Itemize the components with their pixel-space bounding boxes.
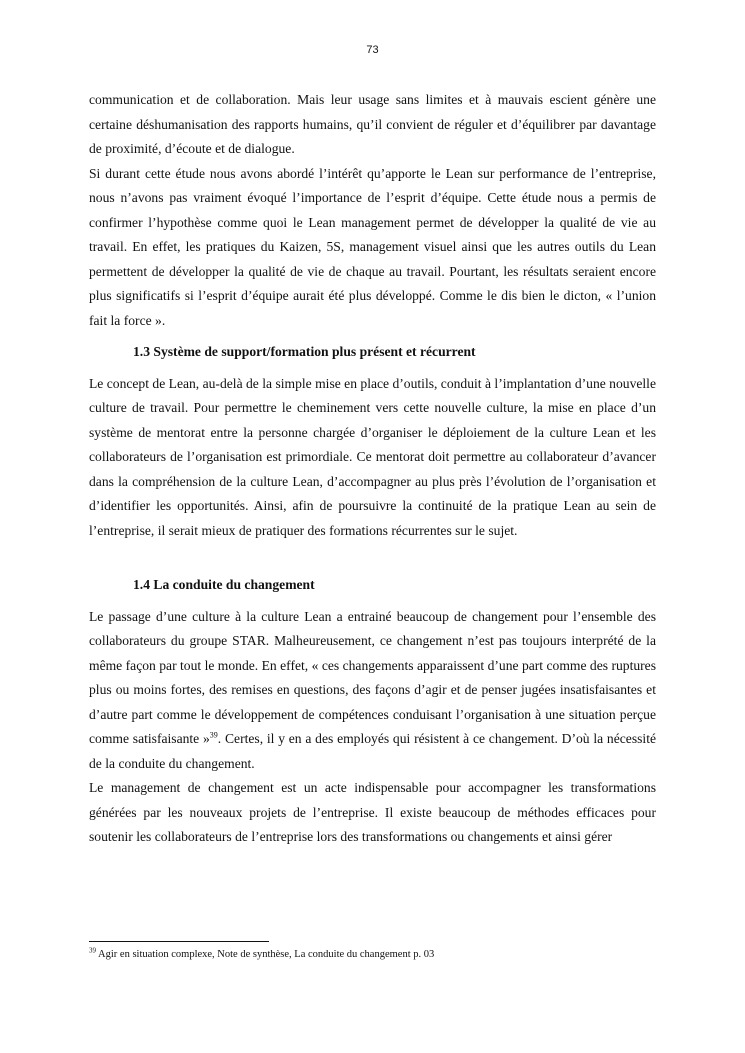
- section-heading-1-3: 1.3 Système de support/formation plus présent et récurrent: [133, 344, 476, 359]
- page-number: 73: [366, 44, 379, 56]
- document-body: [89, 88, 656, 850]
- paragraph-change-text: Le passage d’une culture à la culture Lean a entrainé beaucoup de changement pour l’ensemble des collaborateurs du groupe STAR. Malheureusement, ce changement n’est pas toujours interprété de la même façon par tout le monde. En effet, « ces changements apparaissent d’une part comme des ruptures plus ou moins fortes, des remises en questions, des façons d’agir et de penser jugées insatisfaisantes et d’autre part comme le développement de compétences conduisant l’organisation à une situation perçue comme satisfaisante »: [89, 608, 656, 746]
- paragraph-change: [89, 605, 656, 777]
- paragraph-mentoring: Le concept de Lean, au-delà de la simple mise en place d’outils, conduit à l’implantation d’une nouvelle culture de travail. Pour permettre le cheminement vers cette nouvelle culture, la mise en place d’un système de mentorat entre la personne chargée d’organiser le déploiement de la culture Lean et les collaborateurs de l’organisation est primordiale. Ce mentorat doit permettre au collaborateur d’avancer dans la compréhension de la culture Lean, d’accompagner au plus près l’évolution de l’organisation et d’identifier les opportunités. Ainsi, afin de poursuivre la continuité de la pratique Lean au sein de l’entreprise, il serait mieux de pratiquer des formations récurrentes sur le sujet.: [89, 375, 656, 538]
- footnote-text: Agir en situation complexe, Note de synthèse, La conduite du changement p. 03: [96, 949, 435, 960]
- footnote-divider: [89, 941, 269, 942]
- footnote: [89, 948, 656, 962]
- paragraph-intro: communication et de collaboration. Mais leur usage sans limites et à mauvais escient génère une certaine déshumanisation des rapports humains, qu’il convient de réguler et d’équilibrer par davantage de proximité, d’écoute et de dialogue.: [89, 92, 656, 156]
- paragraph-change-management: Le management de changement est un acte indispensable pour accompagner les transformations générées par les nouveaux projets de l’entreprise. Il existe beaucoup de méthodes efficaces pour soutenir les collaborateurs de l’entreprise lors des transformations ou changements et ainsi gérer: [89, 780, 656, 844]
- footnote-number: 39: [89, 946, 96, 955]
- footnote-reference: 39: [209, 730, 218, 740]
- section-heading-1-4: 1.4 La conduite du changement: [133, 577, 315, 592]
- paragraph-change-text-end: . Certes, il y en a des employés qui résistent à ce changement. D’où la nécessité de la conduite du changement.: [89, 731, 656, 771]
- paragraph-team-spirit: Si durant cette étude nous avons abordé l’intérêt qu’apporte le Lean sur performance de l’entreprise, nous n’avons pas vraiment évoqué l’importance de l’esprit d’équipe. Cette étude nous a permis de confirmer l’hypothèse comme quoi le Lean management permet de développer la qualité de vie au travail. En effet, les pratiques du Kaizen, 5S, management visuel ainsi que les autres outils du Lean permettent de développer la qualité de vie de chaque au travail. Pourtant, les résultats seraient encore plus significatifs si l’esprit d’équipe aurait été plus développé. Comme le dis bien le dicton, « l’union fait la force ».: [89, 165, 656, 328]
